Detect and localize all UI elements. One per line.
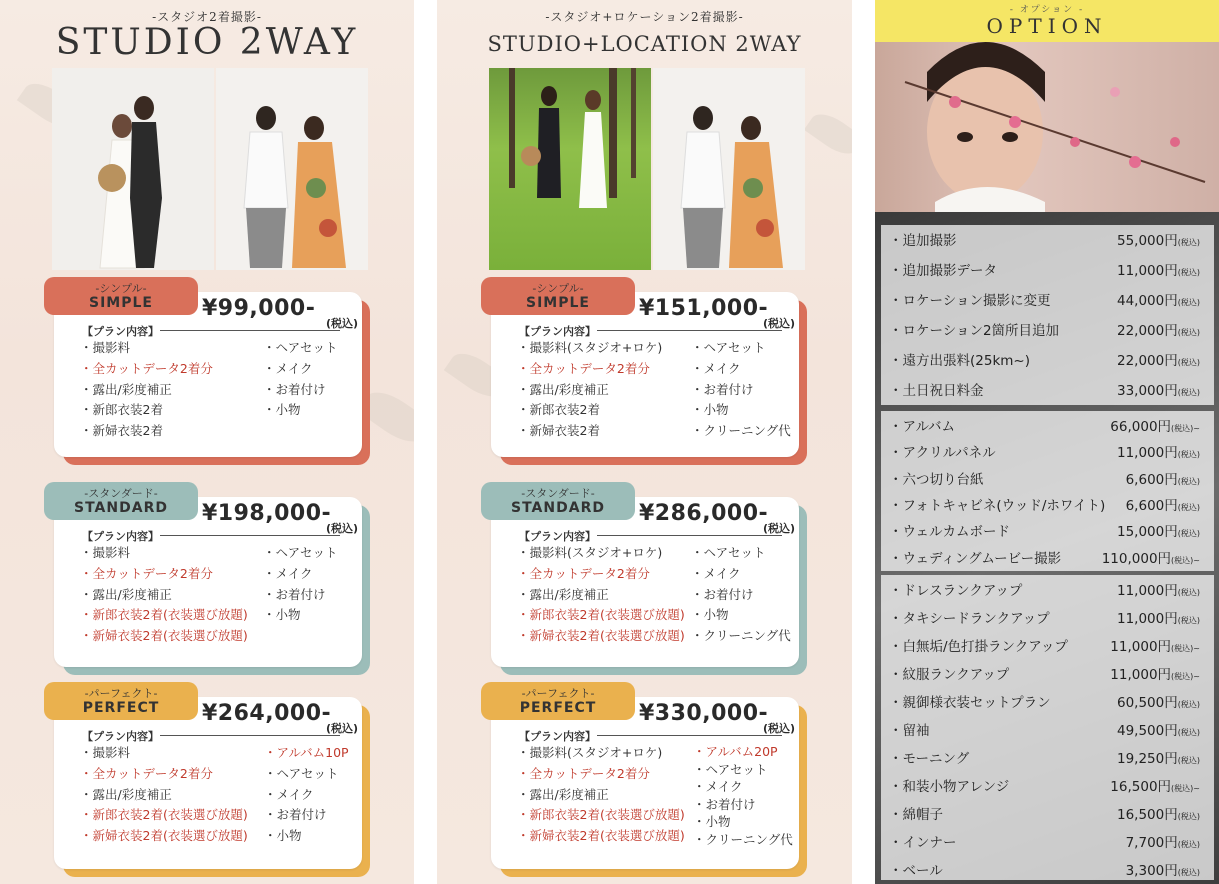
plan-header-rule <box>597 735 782 736</box>
plan-item: ・ メイク <box>693 778 793 796</box>
panel-title: STUDIO 2WAY <box>55 22 359 63</box>
plan-tag-jp: -パーフェクト- <box>84 687 158 700</box>
option-tax: (税込)~ <box>1171 424 1200 433</box>
option-price: 22,000円(税込) <box>1117 323 1200 339</box>
plan-price: ¥151,000- <box>639 296 769 321</box>
option-tax: (税込) <box>1177 450 1200 460</box>
plan-item: ・ ヘアセット <box>691 543 791 564</box>
plan-item: ・ 全カットデータ2着分 <box>517 564 685 585</box>
plan-item: ・ 小物 <box>691 400 791 421</box>
plan-item: ・ ヘアセット <box>691 338 791 359</box>
plan-item: ・ 新郎衣装2着 <box>80 400 213 421</box>
option-price: 7,700円(税込) <box>1125 835 1200 851</box>
plan-contents-header: 【プラン内容】 <box>519 325 596 338</box>
option-name: ・ タキシードランクアップ <box>889 607 1050 627</box>
plan-price: ¥99,000- <box>202 296 316 321</box>
plan-header-rule <box>160 330 340 331</box>
option-group <box>881 575 1214 880</box>
plan-tag <box>481 482 635 520</box>
plan-item: ・ 小物 <box>263 400 338 421</box>
option-name: ・ インナー <box>889 831 957 851</box>
option-tax: (税込)~ <box>1171 784 1200 793</box>
option-name: ・ 追加撮影 <box>889 229 957 249</box>
plan-item: ・ 新郎衣装2着 <box>517 400 662 421</box>
plan-tag-jp: -シンプル- <box>95 282 147 295</box>
option-price: 11,000円(税込) <box>1117 611 1200 627</box>
option-tax: (税込) <box>1177 388 1200 397</box>
plan-item: ・ クリーニング代 <box>691 626 791 647</box>
option-tax: (税込)~ <box>1171 672 1200 681</box>
plan-item: ・ 撮影料 <box>80 743 248 764</box>
plan-tax: (税込) <box>763 722 796 735</box>
plan-price: ¥330,000- <box>639 701 769 726</box>
plan-header-rule <box>160 735 340 736</box>
plan-item: ・ 全カットデータ2着分 <box>80 564 248 585</box>
plan-price: ¥198,000- <box>202 501 332 526</box>
plan-item: ・ 新婦衣装2着(衣装選び放題) <box>80 626 248 647</box>
plan-item: ・ お着付け <box>263 585 338 606</box>
plan-items-right <box>263 543 338 626</box>
plan-item: ・ 露出/彩度補正 <box>80 585 248 606</box>
plan-item: ・ 全カットデータ2着分 <box>517 359 662 380</box>
plan-item: ・ お着付け <box>691 585 791 606</box>
option-name: ・ 土日祝日料金 <box>889 379 984 399</box>
option-tax: (税込) <box>1177 268 1200 277</box>
plan-items-right <box>693 743 793 849</box>
plan-item: ・ 露出/彩度補正 <box>517 785 685 806</box>
option-plum-blossom-photo <box>875 42 1219 212</box>
option-price: 11,000円(税込) <box>1117 445 1200 462</box>
option-name: ・ 綿帽子 <box>889 803 943 823</box>
option-price: 16,500円(税込) <box>1117 807 1200 823</box>
plan-items-left <box>80 338 213 442</box>
option-group <box>881 225 1214 405</box>
option-name: ・ 紋服ランクアップ <box>889 663 1009 683</box>
plan-item: ・ 新郎衣装2着(衣装選び放題) <box>517 805 685 826</box>
option-price: 60,500円(税込) <box>1117 695 1200 711</box>
plan-item: ・ ヘアセット <box>693 761 793 779</box>
plan-tag-en: SIMPLE <box>526 295 590 311</box>
plan-contents-header: 【プラン内容】 <box>82 530 159 543</box>
option-tax: (税込) <box>1177 476 1200 486</box>
option-price: 6,600円(税込) <box>1125 471 1200 488</box>
plan-contents-header: 【プラン内容】 <box>82 325 159 338</box>
option-tax: (税込) <box>1177 588 1200 597</box>
option-price: 44,000円(税込) <box>1117 293 1200 309</box>
option-tax: (税込) <box>1177 728 1200 737</box>
plan-items-left <box>517 338 662 442</box>
plan-tag-en: SIMPLE <box>89 295 153 311</box>
plan-items-right <box>263 338 338 421</box>
option-tax: (税込) <box>1177 868 1200 877</box>
plan-tax: (税込) <box>763 317 796 330</box>
plan-items-left <box>517 543 685 647</box>
option-price: 3,300円(税込) <box>1125 863 1200 879</box>
option-price: 22,000円(税込) <box>1117 353 1200 369</box>
plan-item: ・ お着付け <box>693 796 793 814</box>
option-name: ・ アクリルパネル <box>889 441 996 461</box>
option-name: ・ ベール <box>889 859 943 879</box>
option-tax: (税込) <box>1177 328 1200 337</box>
plan-tax: (税込) <box>326 317 359 330</box>
option-tax: (税込) <box>1177 616 1200 625</box>
plan-item: ・ 露出/彩度補正 <box>80 380 213 401</box>
plan-item: ・ 露出/彩度補正 <box>517 585 685 606</box>
plan-item: ・ 新婦衣装2着(衣装選び放題) <box>517 626 685 647</box>
option-price: 49,500円(税込) <box>1117 723 1200 739</box>
plan-item: ・ 新婦衣装2着(衣装選び放題) <box>517 826 685 847</box>
option-header <box>875 0 1219 42</box>
plan-item: ・ 新郎衣装2着(衣装選び放題) <box>80 805 248 826</box>
plan-item: ・ 小物 <box>263 605 338 626</box>
plan-tag-jp: -パーフェクト- <box>521 687 595 700</box>
option-tax: (税込) <box>1177 812 1200 821</box>
plan-contents-header: 【プラン内容】 <box>519 730 596 743</box>
plan-header-rule <box>160 535 340 536</box>
option-name: ・ フォトキャビネ(ウッド/ホワイト) <box>889 494 1105 514</box>
plan-item: ・ ヘアセット <box>264 764 349 785</box>
plan-item: ・ ヘアセット <box>263 338 338 359</box>
plan-header-rule <box>597 330 782 331</box>
option-price: 33,000円(税込) <box>1117 383 1200 399</box>
plan-tag <box>44 482 198 520</box>
option-name: ・ アルバム <box>889 415 955 435</box>
option-subtitle: - オプション - <box>1009 5 1085 15</box>
option-tax: (税込) <box>1177 502 1200 512</box>
plan-item: ・ 撮影料 <box>80 338 213 359</box>
option-price: 11,000円(税込)~ <box>1110 667 1200 683</box>
plan-item: ・ 小物 <box>691 605 791 626</box>
option-name: ・ ウェディングムービー撮影 <box>889 547 1061 567</box>
plan-item: ・ お着付け <box>263 380 338 401</box>
option-tax: (税込) <box>1177 358 1200 367</box>
plan-price: ¥286,000- <box>639 501 769 526</box>
plan-contents-header: 【プラン内容】 <box>519 530 596 543</box>
plan-tax: (税込) <box>326 522 359 535</box>
plan-item: ・ クリーニング代 <box>693 831 793 849</box>
option-price: 19,250円(税込) <box>1117 751 1200 767</box>
plan-tag-en: STANDARD <box>511 500 605 516</box>
plan-item: ・ 撮影料(スタジオ+ロケ) <box>517 743 685 764</box>
plan-item: ・ 新郎衣装2着(衣装選び放題) <box>80 605 248 626</box>
option-price: 110,000円(税込)~ <box>1101 550 1200 567</box>
option-tax: (税込) <box>1177 756 1200 765</box>
plan-item: ・ お着付け <box>264 805 349 826</box>
plan-tag <box>481 277 635 315</box>
option-name: ・ 親御様衣装セットプラン <box>889 691 1051 711</box>
option-price: 66,000円(税込)~ <box>1110 419 1200 435</box>
option-name: ・ ロケーション撮影に変更 <box>889 289 1050 309</box>
plan-tag-en: PERFECT <box>519 700 597 716</box>
plan-item: ・ 新婦衣装2着 <box>517 421 662 442</box>
option-name: ・ ウェルカムボード <box>889 520 1010 540</box>
studio-dress-photo <box>52 68 214 270</box>
option-tax: (税込) <box>1177 298 1200 307</box>
plan-item: ・ ヘアセット <box>263 543 338 564</box>
plan-item: ・ メイク <box>691 564 791 585</box>
option-tax: (税込) <box>1177 840 1200 849</box>
location-kimono-photo <box>653 68 805 270</box>
option-price: 11,000円(税込) <box>1117 263 1200 279</box>
option-name: ・ モーニング <box>889 747 969 767</box>
option-group <box>881 411 1214 571</box>
option-panel <box>875 0 1219 884</box>
plan-item: ・ 撮影料(スタジオ+ロケ) <box>517 338 662 359</box>
plan-item: ・ 新郎衣装2着(衣装選び放題) <box>517 605 685 626</box>
option-title: OPTION <box>986 14 1108 38</box>
location-forest-photo <box>489 68 651 270</box>
option-name: ・ ロケーション2箇所目追加 <box>889 319 1059 339</box>
option-tax: (税込)~ <box>1171 644 1200 653</box>
plan-tag <box>44 277 198 315</box>
plan-item: ・ 小物 <box>264 826 349 847</box>
option-price: 15,000円(税込) <box>1117 524 1200 541</box>
option-price: 11,000円(税込)~ <box>1110 639 1200 655</box>
plan-tag-jp: -スタンダード- <box>84 487 158 500</box>
plan-item: ・ メイク <box>264 785 349 806</box>
plan-item: ・ メイク <box>691 359 791 380</box>
option-tax: (税込) <box>1177 700 1200 709</box>
plan-price: ¥264,000- <box>202 701 332 726</box>
plan-tag <box>44 682 198 720</box>
option-tax: (税込) <box>1177 238 1200 247</box>
option-name: ・ ドレスランクアップ <box>889 579 1022 599</box>
option-price: 6,600円(税込) <box>1125 497 1200 514</box>
plan-item: ・ 撮影料 <box>80 543 248 564</box>
plan-item: ・ メイク <box>263 359 338 380</box>
plan-tag-jp: -シンプル- <box>532 282 584 295</box>
option-name: ・ 白無垢/色打掛ランクアップ <box>889 635 1068 655</box>
plan-items-left <box>517 743 685 847</box>
option-name: ・ 追加撮影データ <box>889 259 997 279</box>
plan-items-right <box>264 743 349 847</box>
plan-item: ・ 全カットデータ2着分 <box>517 764 685 785</box>
plan-item: ・ 小物 <box>693 813 793 831</box>
option-price: 55,000円(税込) <box>1117 233 1200 249</box>
option-tax: (税込)~ <box>1171 555 1200 565</box>
plan-item: ・ 全カットデータ2着分 <box>80 359 213 380</box>
plan-tag <box>481 682 635 720</box>
option-name: ・ 和装小物アレンジ <box>889 775 1009 795</box>
studio-2way-panel <box>0 0 414 884</box>
option-name: ・ 遠方出張料(25km~) <box>889 349 1030 369</box>
option-name: ・ 六つ切り台紙 <box>889 468 984 488</box>
panel-subtitle: -スタジオ+ロケーション2着撮影- <box>545 10 744 24</box>
plan-items-left <box>80 743 248 847</box>
studio-kimono-photo <box>216 68 368 270</box>
option-price: 11,000円(税込) <box>1117 583 1200 599</box>
plan-tax: (税込) <box>326 722 359 735</box>
option-name: ・ 留袖 <box>889 719 930 739</box>
option-price: 16,500円(税込)~ <box>1110 779 1200 795</box>
plan-tag-en: PERFECT <box>82 700 160 716</box>
plan-item: ・ メイク <box>263 564 338 585</box>
option-tax: (税込) <box>1177 529 1200 539</box>
plan-contents-header: 【プラン内容】 <box>82 730 159 743</box>
plan-header-rule <box>597 535 782 536</box>
panel-title: STUDIO+LOCATION 2WAY <box>487 32 802 56</box>
plan-item: ・ 新婦衣装2着 <box>80 421 213 442</box>
plan-items-right <box>691 338 791 442</box>
plan-item: ・ クリーニング代 <box>691 421 791 442</box>
studio-location-panel <box>437 0 852 884</box>
plan-tag-jp: -スタンダード- <box>521 487 595 500</box>
plan-item: ・ 撮影料(スタジオ+ロケ) <box>517 543 685 564</box>
plan-tax: (税込) <box>763 522 796 535</box>
plan-items-left <box>80 543 248 647</box>
plan-item: ・ 新婦衣装2着(衣装選び放題) <box>80 826 248 847</box>
plan-item: ・ アルバム10P <box>264 743 349 764</box>
plan-tag-en: STANDARD <box>74 500 168 516</box>
panel-subtitle: -スタジオ2着撮影- <box>152 10 262 24</box>
plan-item: ・ 露出/彩度補正 <box>517 380 662 401</box>
plan-item: ・ お着付け <box>691 380 791 401</box>
plan-item: ・ アルバム20P <box>693 743 793 761</box>
plan-item: ・ 全カットデータ2着分 <box>80 764 248 785</box>
plan-items-right <box>691 543 791 647</box>
plan-item: ・ 露出/彩度補正 <box>80 785 248 806</box>
